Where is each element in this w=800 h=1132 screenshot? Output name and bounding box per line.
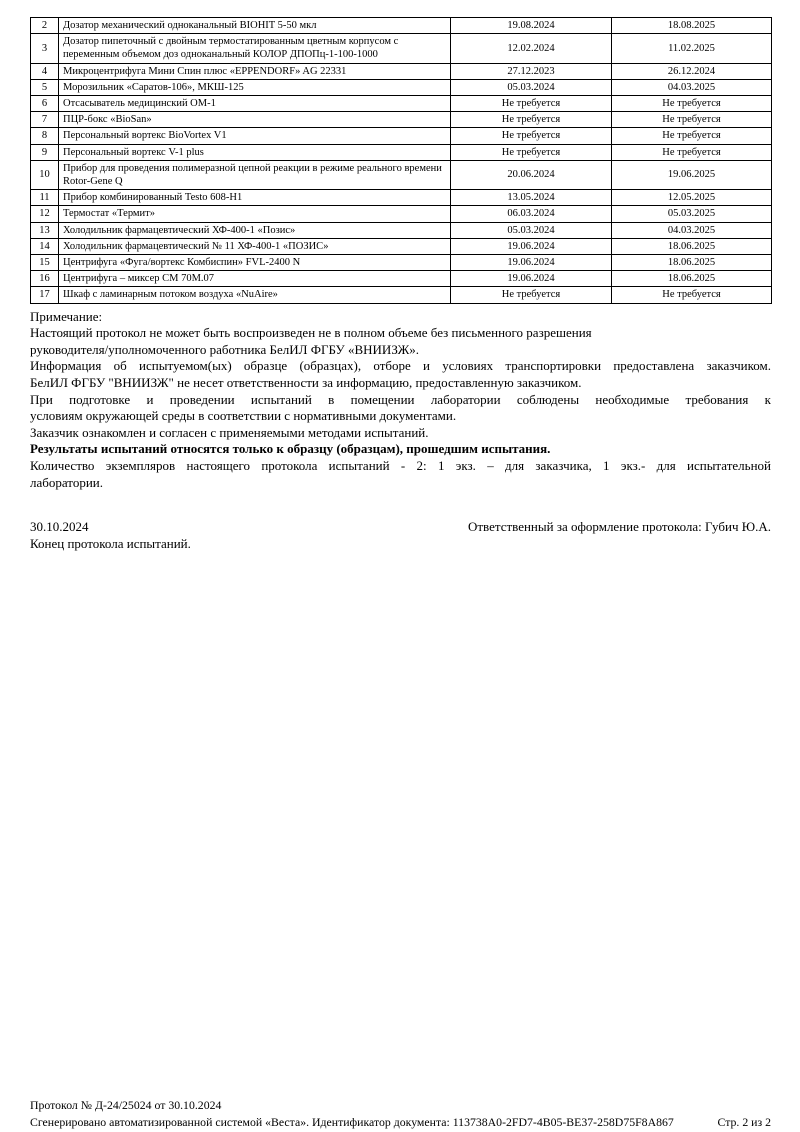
note-line: При подготовке и проведении испытаний в помещении лаборатории соблюдены необходимые требования к [30,391,771,407]
signature-row [30,519,771,536]
cell-valid-until-date: 18.06.2025 [612,271,772,287]
cell-verification-date: 12.02.2024 [451,34,612,63]
cell-equipment-name: Дозатор пипеточный с двойным термостатированным цветным корпусом с переменным объемом доз одноканальный КОЛОР ДПОПц-1-100-1000 [59,34,451,63]
cell-valid-until-date: 05.03.2025 [612,206,772,222]
note-line: Результаты испытаний относятся только к образцу (образцам), прошедшим испытания. [30,441,551,457]
cell-valid-until-date: Не требуется [612,112,772,128]
notes-section [30,309,771,492]
cell-verification-date: Не требуется [451,112,612,128]
cell-valid-until-date: 04.03.2025 [612,222,772,238]
table-row [31,96,772,112]
note-line: Количество экземпляров настоящего протокола испытаний - 2: 1 экз. – для заказчика, 1 экз.- для испытательной [30,458,771,473]
cell-row-number: 3 [31,34,59,63]
cell-equipment-name: ПЦР-бокс «BioSan» [59,112,451,128]
cell-row-number: 11 [31,190,59,206]
cell-verification-date: 19.06.2024 [451,255,612,271]
cell-equipment-name: Холодильник фармацевтический № 11 ХФ-400-1 «ПОЗИС» [59,238,451,254]
note-line: Настоящий протокол не может быть воспроизведен не в полном объеме без письменного разрешения [30,325,592,341]
cell-valid-until-date: 26.12.2024 [612,63,772,79]
note-line: Заказчик ознакомлен и согласен с применяемыми методами испытаний. [30,424,429,440]
table-row [31,238,772,254]
cell-equipment-name: Прибор для проведения полимеразной цепной реакции в режиме реального времени Rotor-Gene Q [59,160,451,189]
table-row [31,255,772,271]
cell-valid-until-date: 18.06.2025 [612,238,772,254]
cell-verification-date: 27.12.2023 [451,63,612,79]
table-row [31,18,772,34]
cell-verification-date: Не требуется [451,128,612,144]
cell-verification-date: Не требуется [451,144,612,160]
cell-verification-date: 05.03.2024 [451,79,612,95]
cell-equipment-name: Центрифуга – миксер СМ 70М.07 [59,271,451,287]
cell-equipment-name: Центрифуга «Фуга/вортекс Комбиспин» FVL-2400 N [59,255,451,271]
cell-valid-until-date: 19.06.2025 [612,160,772,189]
cell-equipment-name: Микроцентрифуга Мини Спин плюс «EPPENDORF» AG 22331 [59,63,451,79]
cell-valid-until-date: 18.08.2025 [612,18,772,34]
cell-equipment-name: Морозильник «Саратов-106», МКШ-125 [59,79,451,95]
table-row [31,34,772,63]
cell-row-number: 9 [31,144,59,160]
table-row [31,190,772,206]
cell-equipment-name: Отсасыватель медицинский ОМ-1 [59,96,451,112]
cell-valid-until-date: Не требуется [612,144,772,160]
cell-row-number: 14 [31,238,59,254]
page-content [30,17,771,552]
cell-row-number: 8 [31,128,59,144]
table-row [31,79,772,95]
cell-verification-date: 19.06.2024 [451,238,612,254]
cell-valid-until-date: 04.03.2025 [612,79,772,95]
note-line: условиям окружающей среды в соответствии с нормативными документами. [30,408,457,424]
table-row [31,160,772,189]
cell-verification-date: 13.05.2024 [451,190,612,206]
note-line: лаборатории. [30,474,103,490]
table-row [31,128,772,144]
cell-verification-date: 19.06.2024 [451,271,612,287]
table-row [31,63,772,79]
responsible-person: Ответственный за оформление протокола: Губич Ю.А. [467,519,771,535]
note-line: руководителя/уполномоченного работника БелИЛ ФГБУ «ВНИИЗЖ». [30,341,420,357]
cell-equipment-name: Персональный вортекс BioVortex V1 [59,128,451,144]
end-of-protocol: Конец протокола испытаний. [30,535,191,551]
cell-verification-date: 06.03.2024 [451,206,612,222]
cell-row-number: 12 [31,206,59,222]
cell-valid-until-date: 11.02.2025 [612,34,772,63]
page-footer [30,1097,771,1131]
cell-equipment-name: Прибор комбинированный Testo 608-H1 [59,190,451,206]
cell-valid-until-date: Не требуется [612,287,772,303]
table-row [31,112,772,128]
cell-row-number: 17 [31,287,59,303]
cell-equipment-name: Дозатор механический одноканальный BIOHIT 5-50 мкл [59,18,451,34]
cell-equipment-name: Шкаф с ламинарным потоком воздуха «NuAire» [59,287,451,303]
table-row [31,206,772,222]
cell-row-number: 2 [31,18,59,34]
protocol-date: 30.10.2024 [30,519,89,535]
cell-row-number: 7 [31,112,59,128]
cell-verification-date: 05.03.2024 [451,222,612,238]
table-row [31,144,772,160]
cell-row-number: 13 [31,222,59,238]
cell-verification-date: Не требуется [451,96,612,112]
cell-valid-until-date: 12.05.2025 [612,190,772,206]
cell-verification-date: Не требуется [451,287,612,303]
cell-equipment-name: Персональный вортекс V-1 plus [59,144,451,160]
cell-row-number: 4 [31,63,59,79]
cell-row-number: 16 [31,271,59,287]
cell-valid-until-date: 18.06.2025 [612,255,772,271]
footer-page-number: Стр. 2 из 2 [717,1115,771,1129]
cell-row-number: 5 [31,79,59,95]
footer-generated-info: Сгенерировано автоматизированной системой «Веста». Идентификатор документа: 113738A0-2FD7-4B05-BE37-258D75F8A867 [30,1115,674,1129]
cell-row-number: 6 [31,96,59,112]
cell-row-number: 15 [31,255,59,271]
cell-equipment-name: Холодильник фармацевтический ХФ-400-1 «Позис» [59,222,451,238]
note-line: Примечание: [30,308,103,324]
cell-verification-date: 19.08.2024 [451,18,612,34]
table-row [31,222,772,238]
table-row [31,287,772,303]
cell-valid-until-date: Не требуется [612,128,772,144]
footer-protocol-number: Протокол № Д-24/25024 от 30.10.2024 [30,1098,222,1112]
equipment-table [30,17,772,304]
note-line: БелИЛ ФГБУ "ВНИИЗЖ" не несет ответственности за информацию, предоставленную заказчиком. [30,375,582,391]
table-row [31,271,772,287]
cell-equipment-name: Термостат «Термит» [59,206,451,222]
note-line: Информация об испытуемом(ых) образце (образцах), отборе и условиях транспортировки предоставлена заказчиком. [30,358,771,374]
cell-verification-date: 20.06.2024 [451,160,612,189]
cell-valid-until-date: Не требуется [612,96,772,112]
cell-row-number: 10 [31,160,59,189]
